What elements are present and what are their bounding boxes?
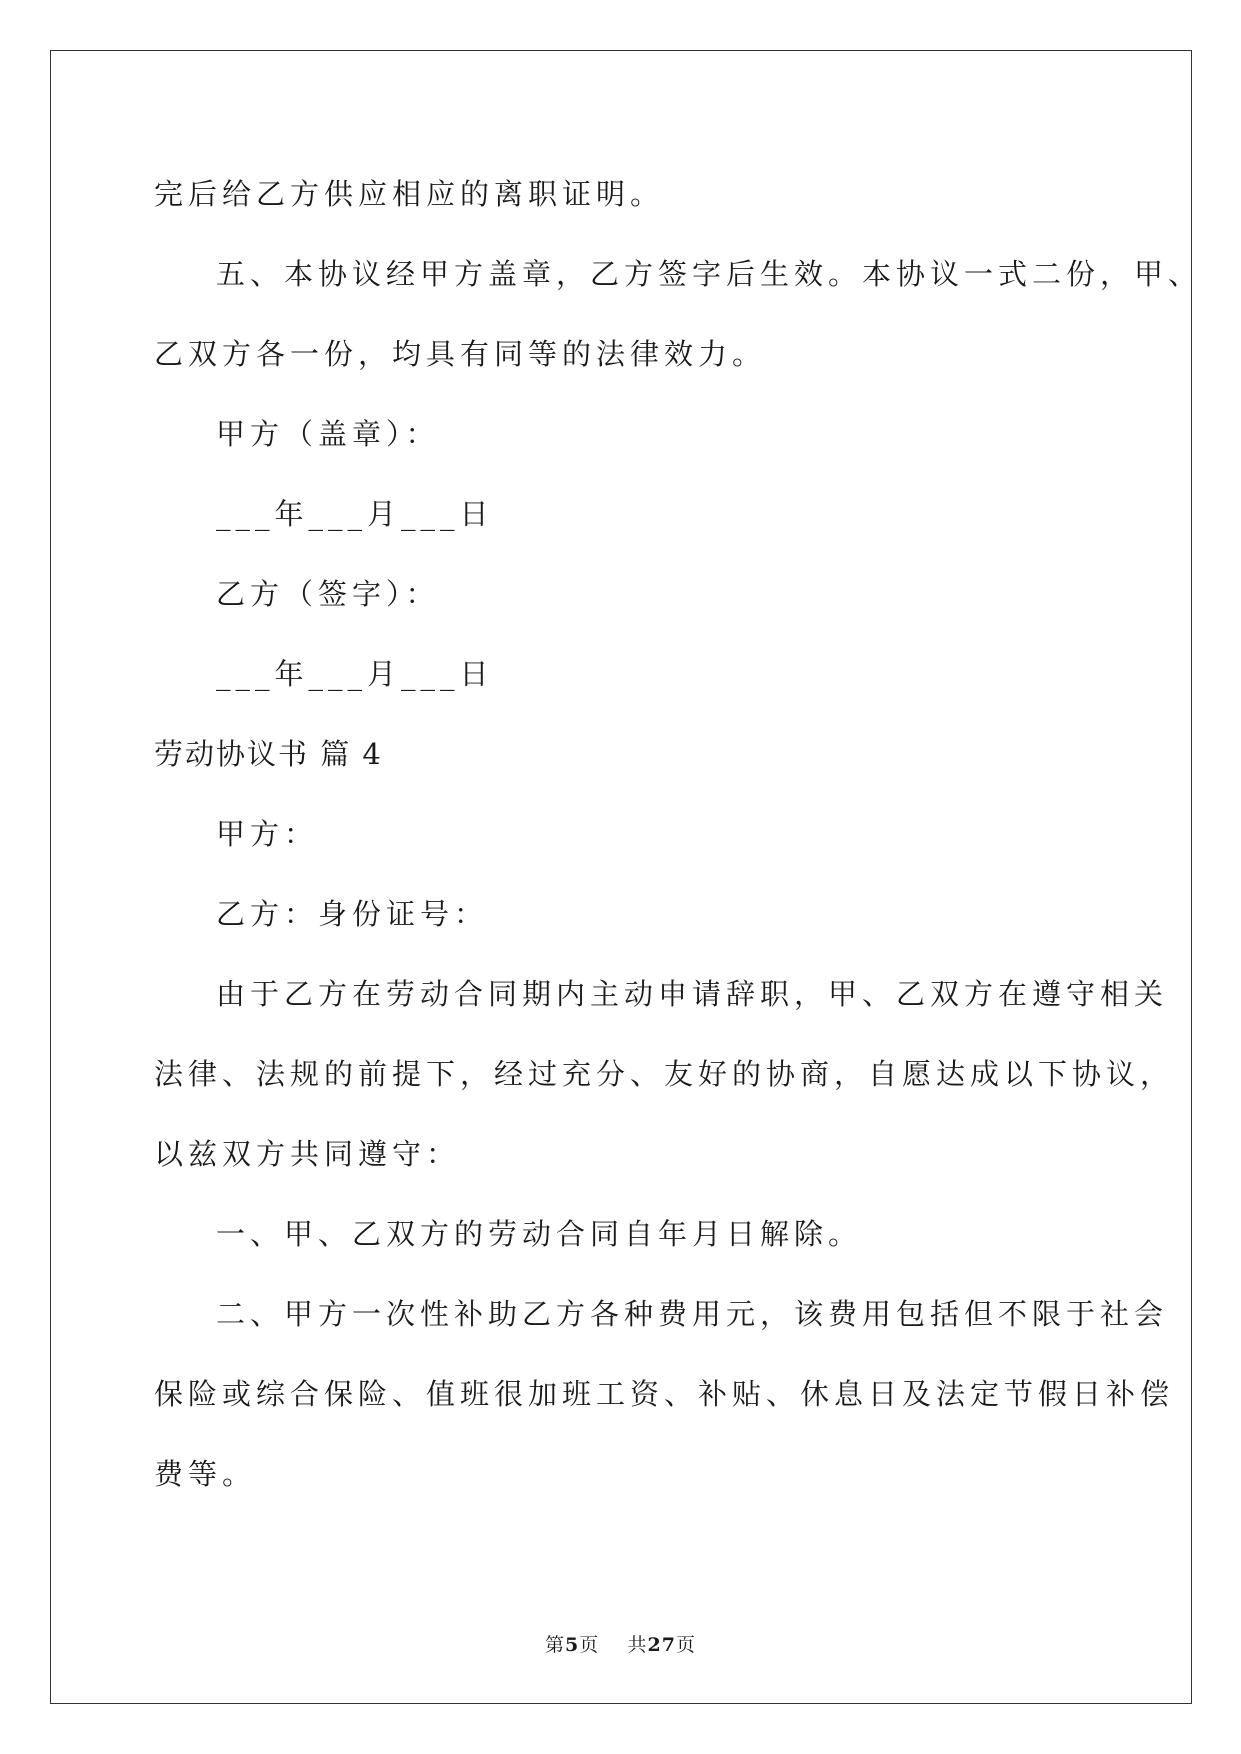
text-line-13: 以兹双方共同遵守： <box>154 1137 461 1171</box>
clause-two-line-1: 二、甲方一次性补助乙方各种费用元，该费用包括但不限于社会 <box>216 1297 1169 1331</box>
section-heading: 劳动协议书 篇 4 <box>154 737 383 771</box>
text-line-2: 五、本协议经甲方盖章，乙方签字后生效。本协议一式二份，甲、 <box>216 257 1203 291</box>
party-b-date-blank: ___年___月___日 <box>216 657 494 691</box>
footer-page-suffix: 页 <box>579 1634 600 1656</box>
page-footer <box>0 1630 1241 1657</box>
party-a-date-blank: ___年___月___日 <box>216 497 494 531</box>
footer-page-number: 5 <box>565 1634 580 1656</box>
footer-page-prefix: 第 <box>545 1634 566 1656</box>
footer-total-pages: 27 <box>647 1634 676 1656</box>
clause-two-line-2: 保险或综合保险、值班很加班工资、补贴、休息日及法定节假日补偿 <box>154 1377 1175 1411</box>
party-a-seal-label: 甲方（盖章）： <box>216 417 440 451</box>
clause-two-line-3: 费等。 <box>154 1457 257 1491</box>
footer-total-prefix: 共 <box>627 1634 648 1656</box>
party-a-label: 甲方： <box>216 817 319 851</box>
party-b-id-label: 乙方：身份证号： <box>216 897 489 931</box>
text-line-3: 乙双方各一份，均具有同等的法律效力。 <box>154 337 767 371</box>
text-line-12: 法律、法规的前提下，经过充分、友好的协商，自愿达成以下协议， <box>154 1057 1175 1091</box>
text-line-1: 完后给乙方供应相应的离职证明。 <box>154 177 665 211</box>
party-b-sign-label: 乙方（签字）： <box>216 577 440 611</box>
text-line-11: 由于乙方在劳动合同期内主动申请辞职，甲、乙双方在遵守相关 <box>216 977 1169 1011</box>
clause-one: 一、甲、乙双方的劳动合同自年月日解除。 <box>216 1217 863 1251</box>
footer-total-suffix: 页 <box>675 1634 696 1656</box>
